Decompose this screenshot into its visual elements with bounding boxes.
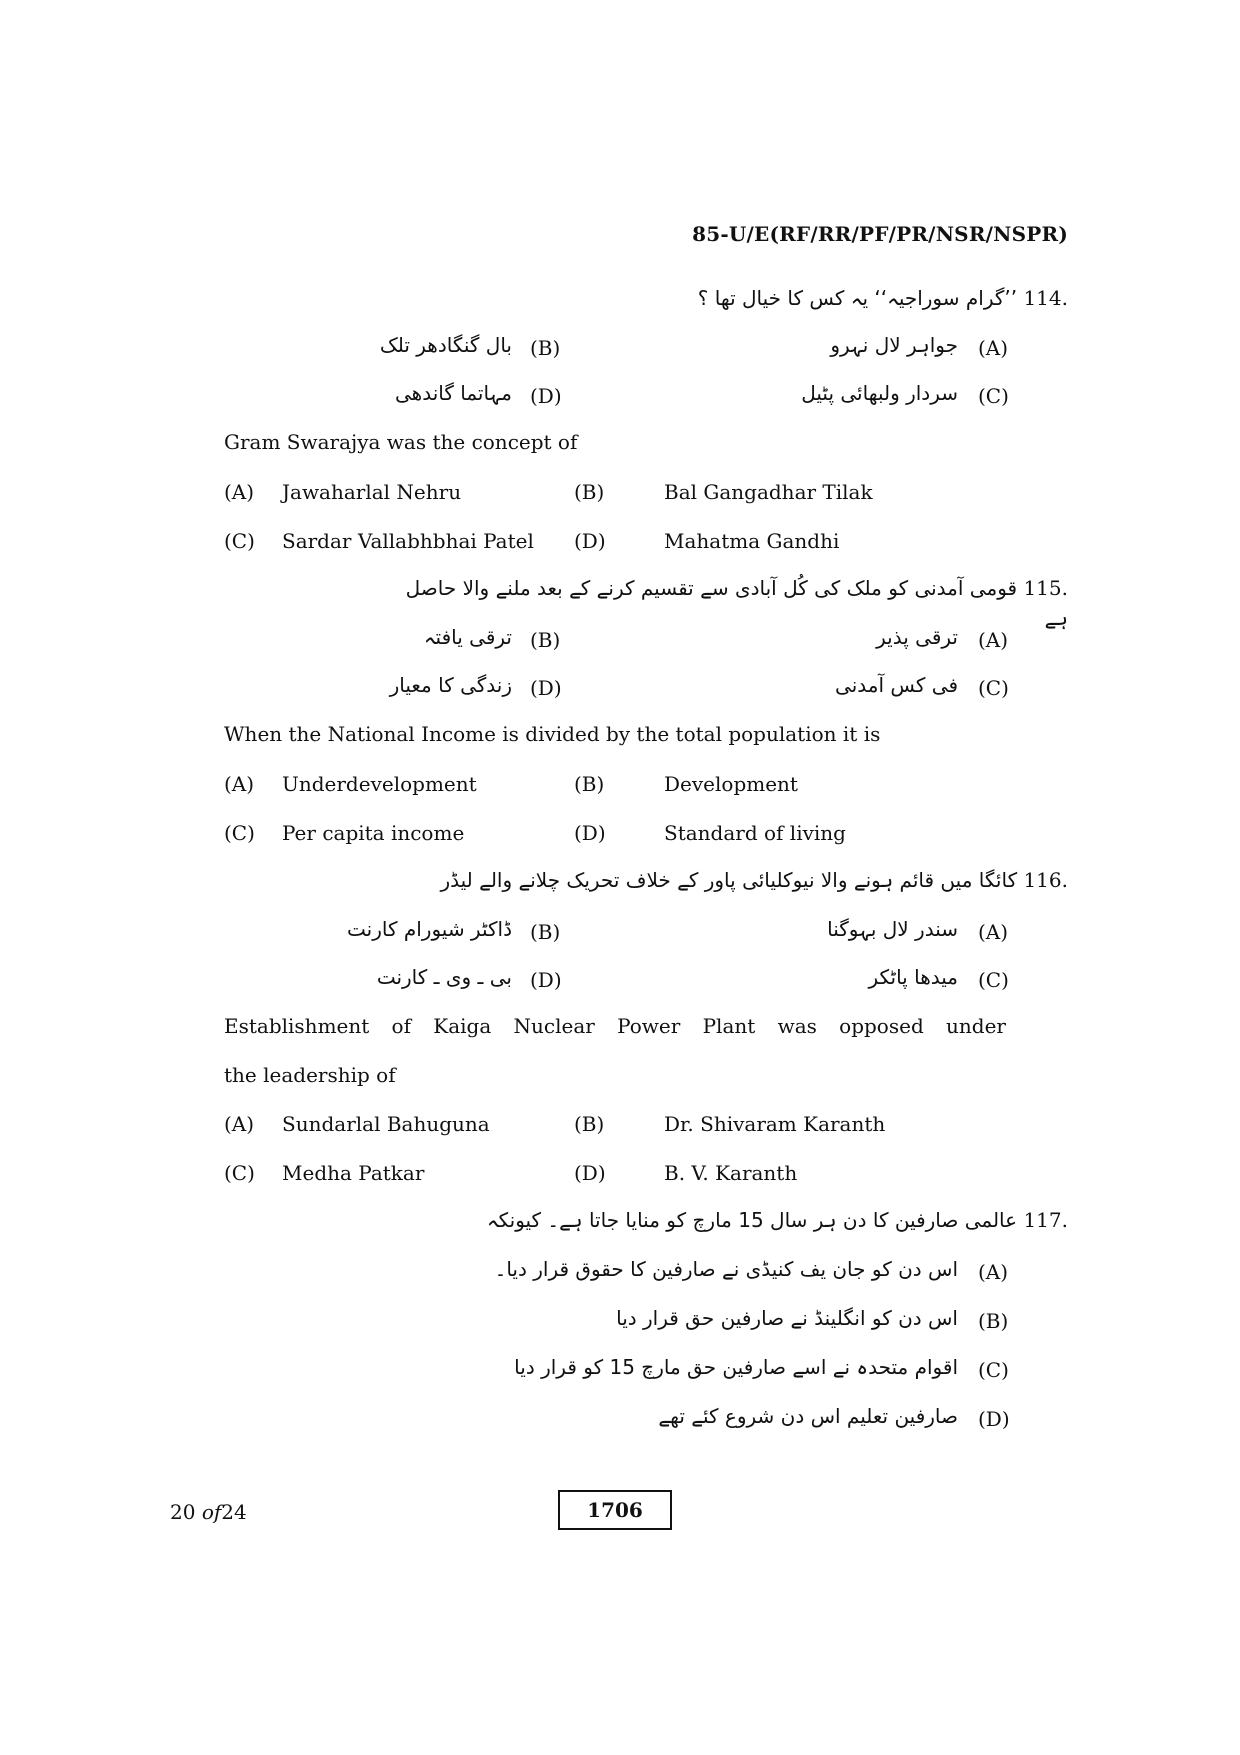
option-label: (C) — [224, 1161, 255, 1185]
option-label: (D) — [530, 968, 562, 992]
option-label: (B) — [978, 1309, 1009, 1333]
urdu-option-b: ڈاکٹر شیورام کارنت — [347, 917, 512, 941]
question-117-urdu — [487, 1208, 1068, 1232]
option-label: (D) — [574, 1161, 606, 1185]
option-label: (D) — [574, 529, 606, 553]
urdu-option-d: زندگی کا معیار — [389, 673, 512, 697]
option-label: (A) — [978, 1260, 1009, 1284]
question-116-english-line2: the leadership of — [224, 1063, 396, 1087]
page-total: 24 — [221, 1500, 247, 1524]
english-option-d: B. V. Karanth — [664, 1161, 798, 1185]
option-label: (C) — [224, 529, 255, 553]
option-label: (B) — [574, 1112, 605, 1136]
paper-code: 85-U/E(RF/RR/PF/PR/NSR/NSPR) — [692, 222, 1068, 246]
page-of: of — [201, 1500, 222, 1524]
english-option-a: Jawaharlal Nehru — [282, 480, 462, 504]
english-option-b: Development — [664, 772, 798, 796]
option-label: (A) — [224, 480, 255, 504]
option-label: (C) — [978, 968, 1009, 992]
option-label: (A) — [224, 772, 255, 796]
urdu-option-a: جواہر لال نہرو — [830, 333, 958, 357]
question-114-urdu — [698, 286, 1068, 310]
option-label: (A) — [978, 920, 1009, 944]
question-116-urdu — [440, 868, 1068, 892]
question-115-english: When the National Income is divided by the total population it is — [224, 722, 881, 746]
option-label: (A) — [224, 1112, 255, 1136]
english-option-b: Dr. Shivaram Karanth — [664, 1112, 886, 1136]
urdu-option-b: اس دن کو انگلینڈ نے صارفین حق قرار دیا — [616, 1306, 958, 1330]
question-114-english: Gram Swarajya was the concept of — [224, 430, 578, 454]
english-option-c: Medha Patkar — [282, 1161, 425, 1185]
option-label: (D) — [978, 1407, 1010, 1431]
urdu-option-a: ترقی پذیر — [876, 625, 958, 649]
question-number: .114 — [1023, 286, 1068, 310]
urdu-option-b: بال گنگادھر تلک — [379, 333, 512, 357]
urdu-option-d: صارفین تعلیم اس دن شروع کئے تھے — [658, 1404, 958, 1428]
question-115-urdu — [406, 576, 1068, 600]
question-text: عالمی صارفین کا دن ہر سال 15 مارچ کو منایا جاتا ہے۔ کیونکہ — [486, 1208, 1018, 1232]
question-number: .116 — [1023, 868, 1068, 892]
english-option-c: Sardar Vallabhbhai Patel — [282, 529, 534, 553]
option-label: (D) — [530, 676, 562, 700]
urdu-option-c: اقوام متحدہ نے اسے صارفین حق مارچ 15 کو قرار دیا — [514, 1355, 958, 1379]
question-number: .117 — [1023, 1208, 1068, 1232]
page-number — [170, 1500, 247, 1524]
option-label: (C) — [978, 676, 1009, 700]
urdu-option-d: بی ـ وی ـ کارنت — [376, 965, 512, 989]
english-option-b: Bal Gangadhar Tilak — [664, 480, 873, 504]
english-option-a: Sundarlal Bahuguna — [282, 1112, 490, 1136]
english-option-d: Standard of living — [664, 821, 846, 845]
english-option-d: Mahatma Gandhi — [664, 529, 840, 553]
urdu-option-b: ترقی یافتہ — [423, 625, 512, 649]
urdu-option-c: میدھا پاٹکر — [868, 965, 958, 989]
english-option-c: Per capita income — [282, 821, 465, 845]
option-label: (C) — [978, 1358, 1009, 1382]
option-label: (A) — [978, 336, 1009, 360]
question-115-urdu-line2: ہے — [1044, 606, 1068, 630]
option-label: (B) — [574, 772, 605, 796]
question-116-english: Establishment of Kaiga Nuclear Power Plant was opposed under — [224, 1014, 1006, 1038]
urdu-option-a: سندر لال بہوگنا — [827, 917, 958, 941]
urdu-option-c: سردار ولبھائی پٹیل — [801, 381, 958, 405]
option-label: (B) — [530, 920, 561, 944]
page-current: 20 — [170, 1500, 196, 1524]
option-label: (A) — [978, 628, 1009, 652]
question-text: کائگا میں قائم ہونے والا نیوکلیائی پاور کے خلاف تحریک چلانے والے لیڈر — [440, 868, 1018, 892]
option-label: (C) — [978, 384, 1009, 408]
question-text: قومی آمدنی کو ملک کی کُل آبادی سے تقسیم کرنے کے بعد ملنے والا حاصل — [405, 576, 1018, 600]
urdu-option-d: مہاتما گاندھی — [394, 381, 512, 405]
question-number: .115 — [1023, 576, 1068, 600]
urdu-option-c: فی کس آمدنی — [835, 673, 958, 697]
option-label: (D) — [574, 821, 606, 845]
option-label: (B) — [530, 628, 561, 652]
english-option-a: Underdevelopment — [282, 772, 477, 796]
option-label: (C) — [224, 821, 255, 845]
booklet-code-box: 1706 — [558, 1490, 672, 1530]
option-label: (B) — [530, 336, 561, 360]
question-text: ’’گرام سوراجیہ‘‘ یہ کس کا خیال تھا ؟ — [697, 286, 1018, 310]
option-label: (D) — [530, 384, 562, 408]
urdu-option-a: اس دن کو جان یف کنیڈی نے صارفین کا حقوق قرار دیا۔ — [494, 1257, 958, 1281]
option-label: (B) — [574, 480, 605, 504]
